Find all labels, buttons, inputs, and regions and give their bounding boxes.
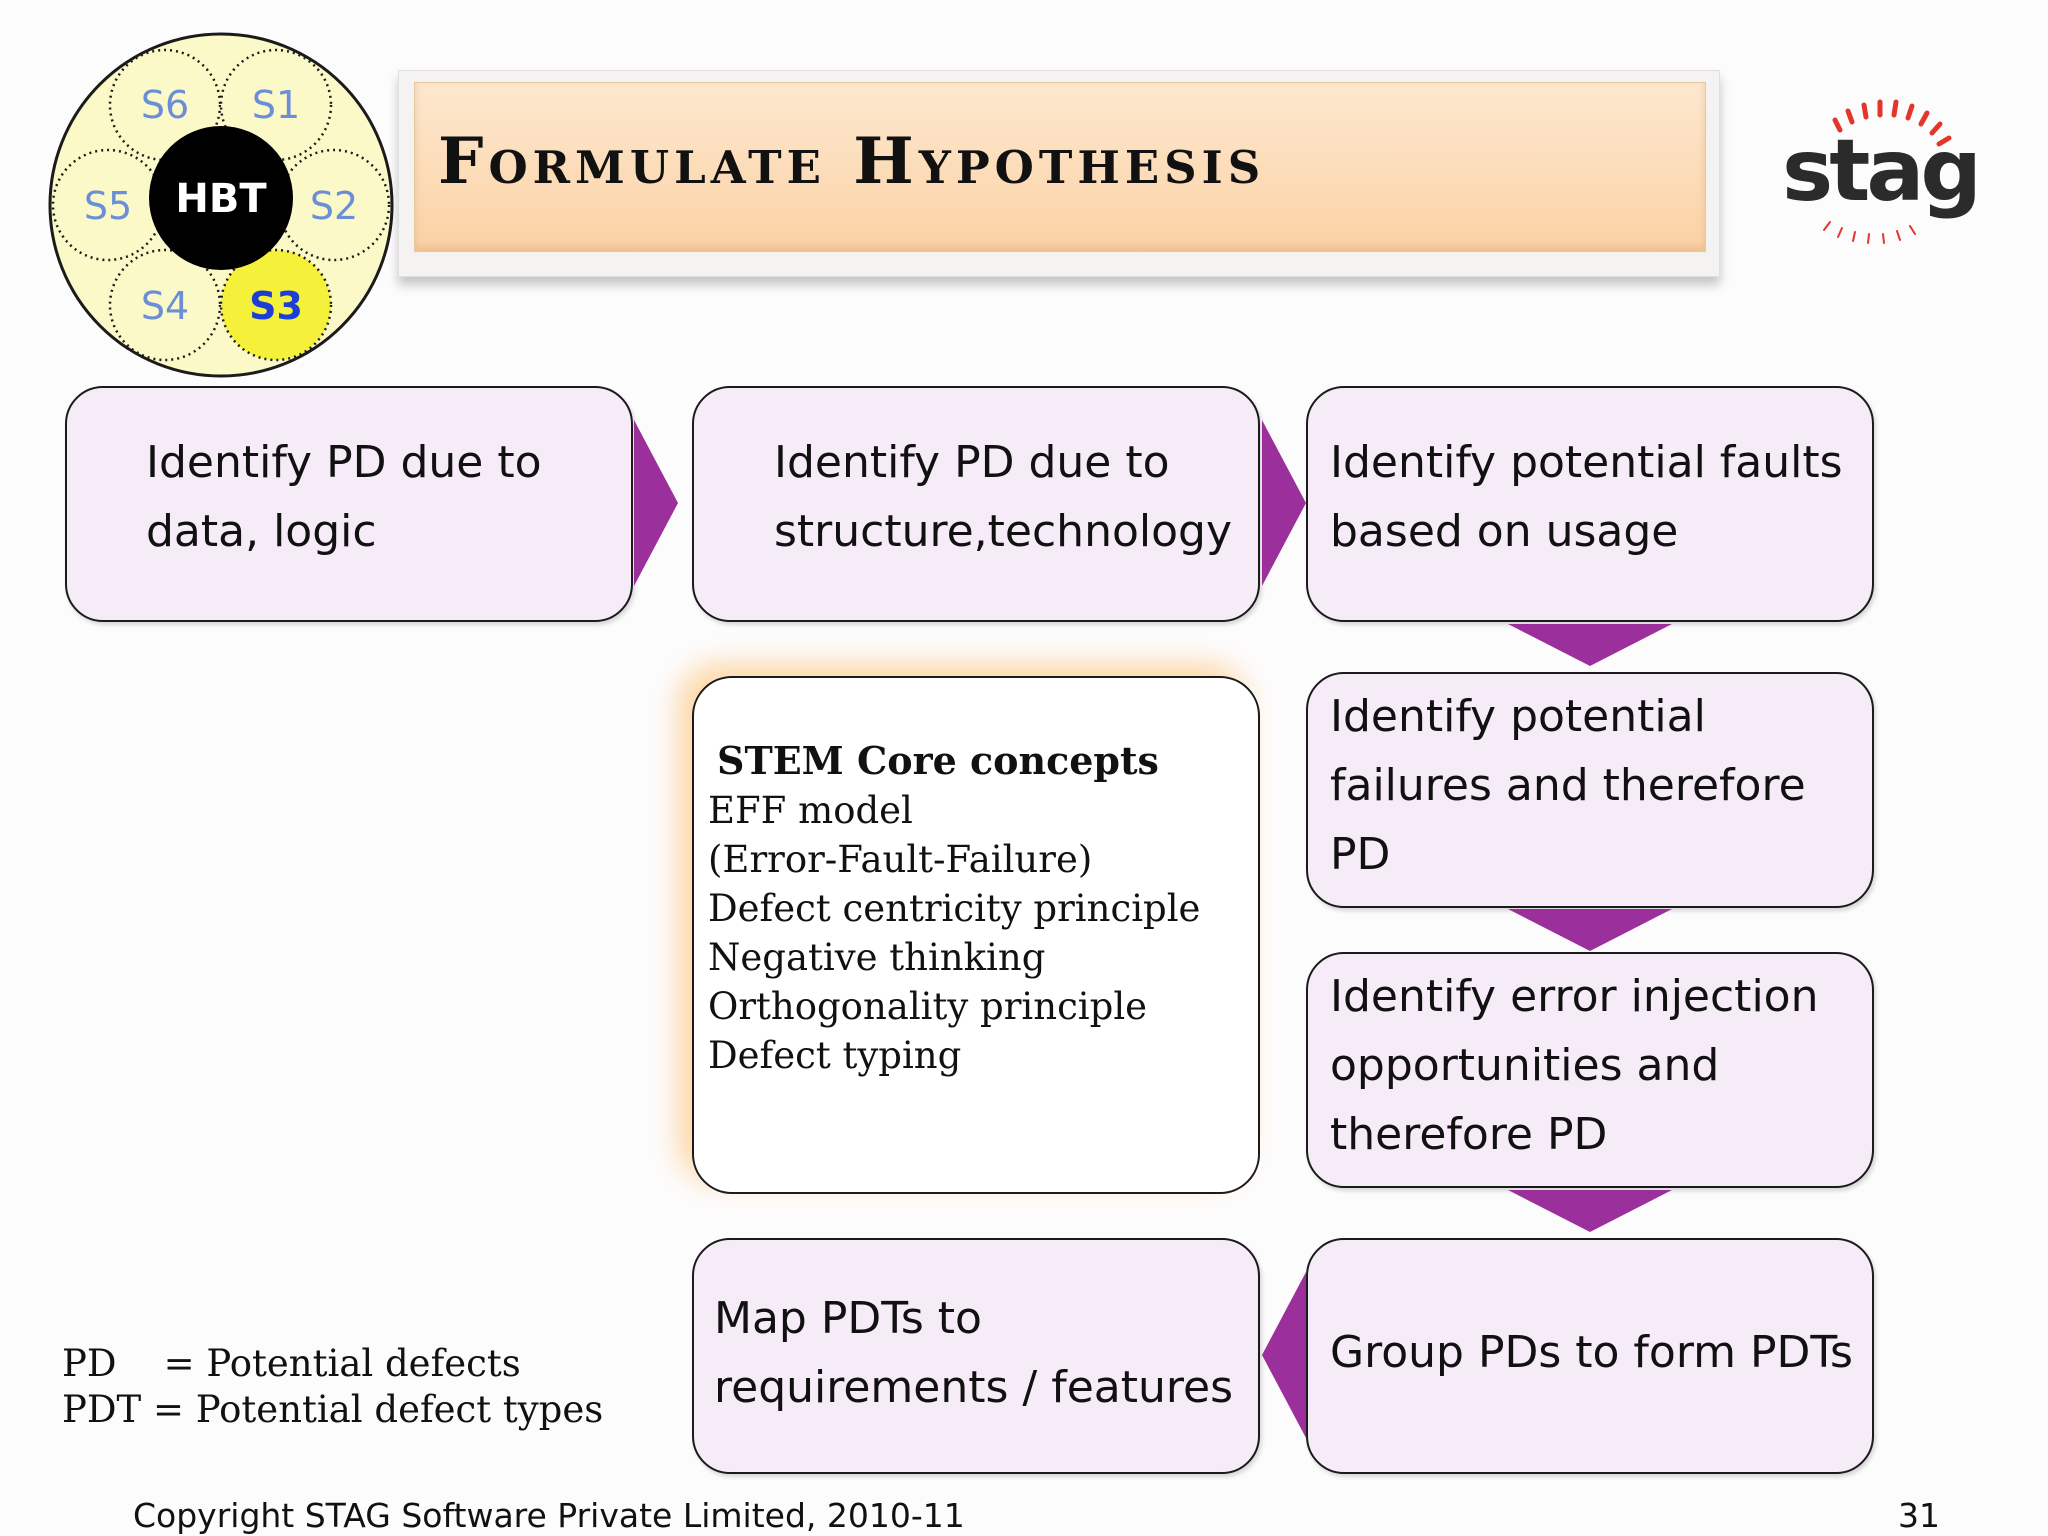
arrow-down-2 [1508,909,1672,953]
step-text-map-pdts: Map PDTs to requirements / features [714,1293,1233,1413]
stage-s5-label: S5 [83,184,133,228]
concept-item: Defect typing [708,1034,962,1077]
page-number: 31 [1898,1496,1940,1535]
hbt-stage-wheel [46,30,396,380]
step-text-structure-technology: Identify PD due to structure,technology [774,437,1232,557]
concept-item: Orthogonality principle [708,985,1148,1028]
arrow-down-3 [1508,1190,1672,1234]
stem-concepts-heading: STEM Core concepts [717,738,1159,783]
step-text-group-pds: Group PDs to form PDTs [1330,1327,1853,1378]
concept-item: Defect centricity principle [708,887,1201,930]
stage-s3-label: S3 [249,284,303,328]
concept-item: (Error-Fault-Failure) [708,838,1093,881]
legend-pdt: PDT = Potential defect types [62,1388,604,1431]
arrow-left-1 [1258,1272,1306,1438]
stag-logo [1780,80,1980,255]
arrow-down-1 [1508,624,1672,668]
step-text-faults-usage: Identify potential faults based on usage [1330,437,1843,557]
arrow-right-2 [1262,420,1310,586]
stage-s4-label: S4 [140,284,190,328]
concept-item: EFF model [708,789,913,832]
stage-s2-label: S2 [309,184,359,228]
page-title: Formulate Hypothesis [438,124,1266,199]
step-text-failures: Identify potential failures and therefore PD [1330,691,1806,880]
legend-pd: PD = Potential defects [62,1342,521,1385]
copyright-footer: Copyright STAG Software Private Limited, 2010-11 [133,1496,965,1535]
stage-s1-label: S1 [251,83,301,127]
step-text-data-logic: Identify PD due to data, logic [146,437,542,557]
stem-concepts-list [708,786,1200,1080]
step-text-error-injection: Identify error injection opportunities and therefore PD [1330,971,1819,1160]
logo-wordmark: stag [1782,121,1978,221]
concept-item: Negative thinking [708,936,1046,979]
arrow-right-1 [634,420,682,586]
hbt-center-label: HBT [175,176,267,222]
stage-s6-label: S6 [140,83,190,127]
